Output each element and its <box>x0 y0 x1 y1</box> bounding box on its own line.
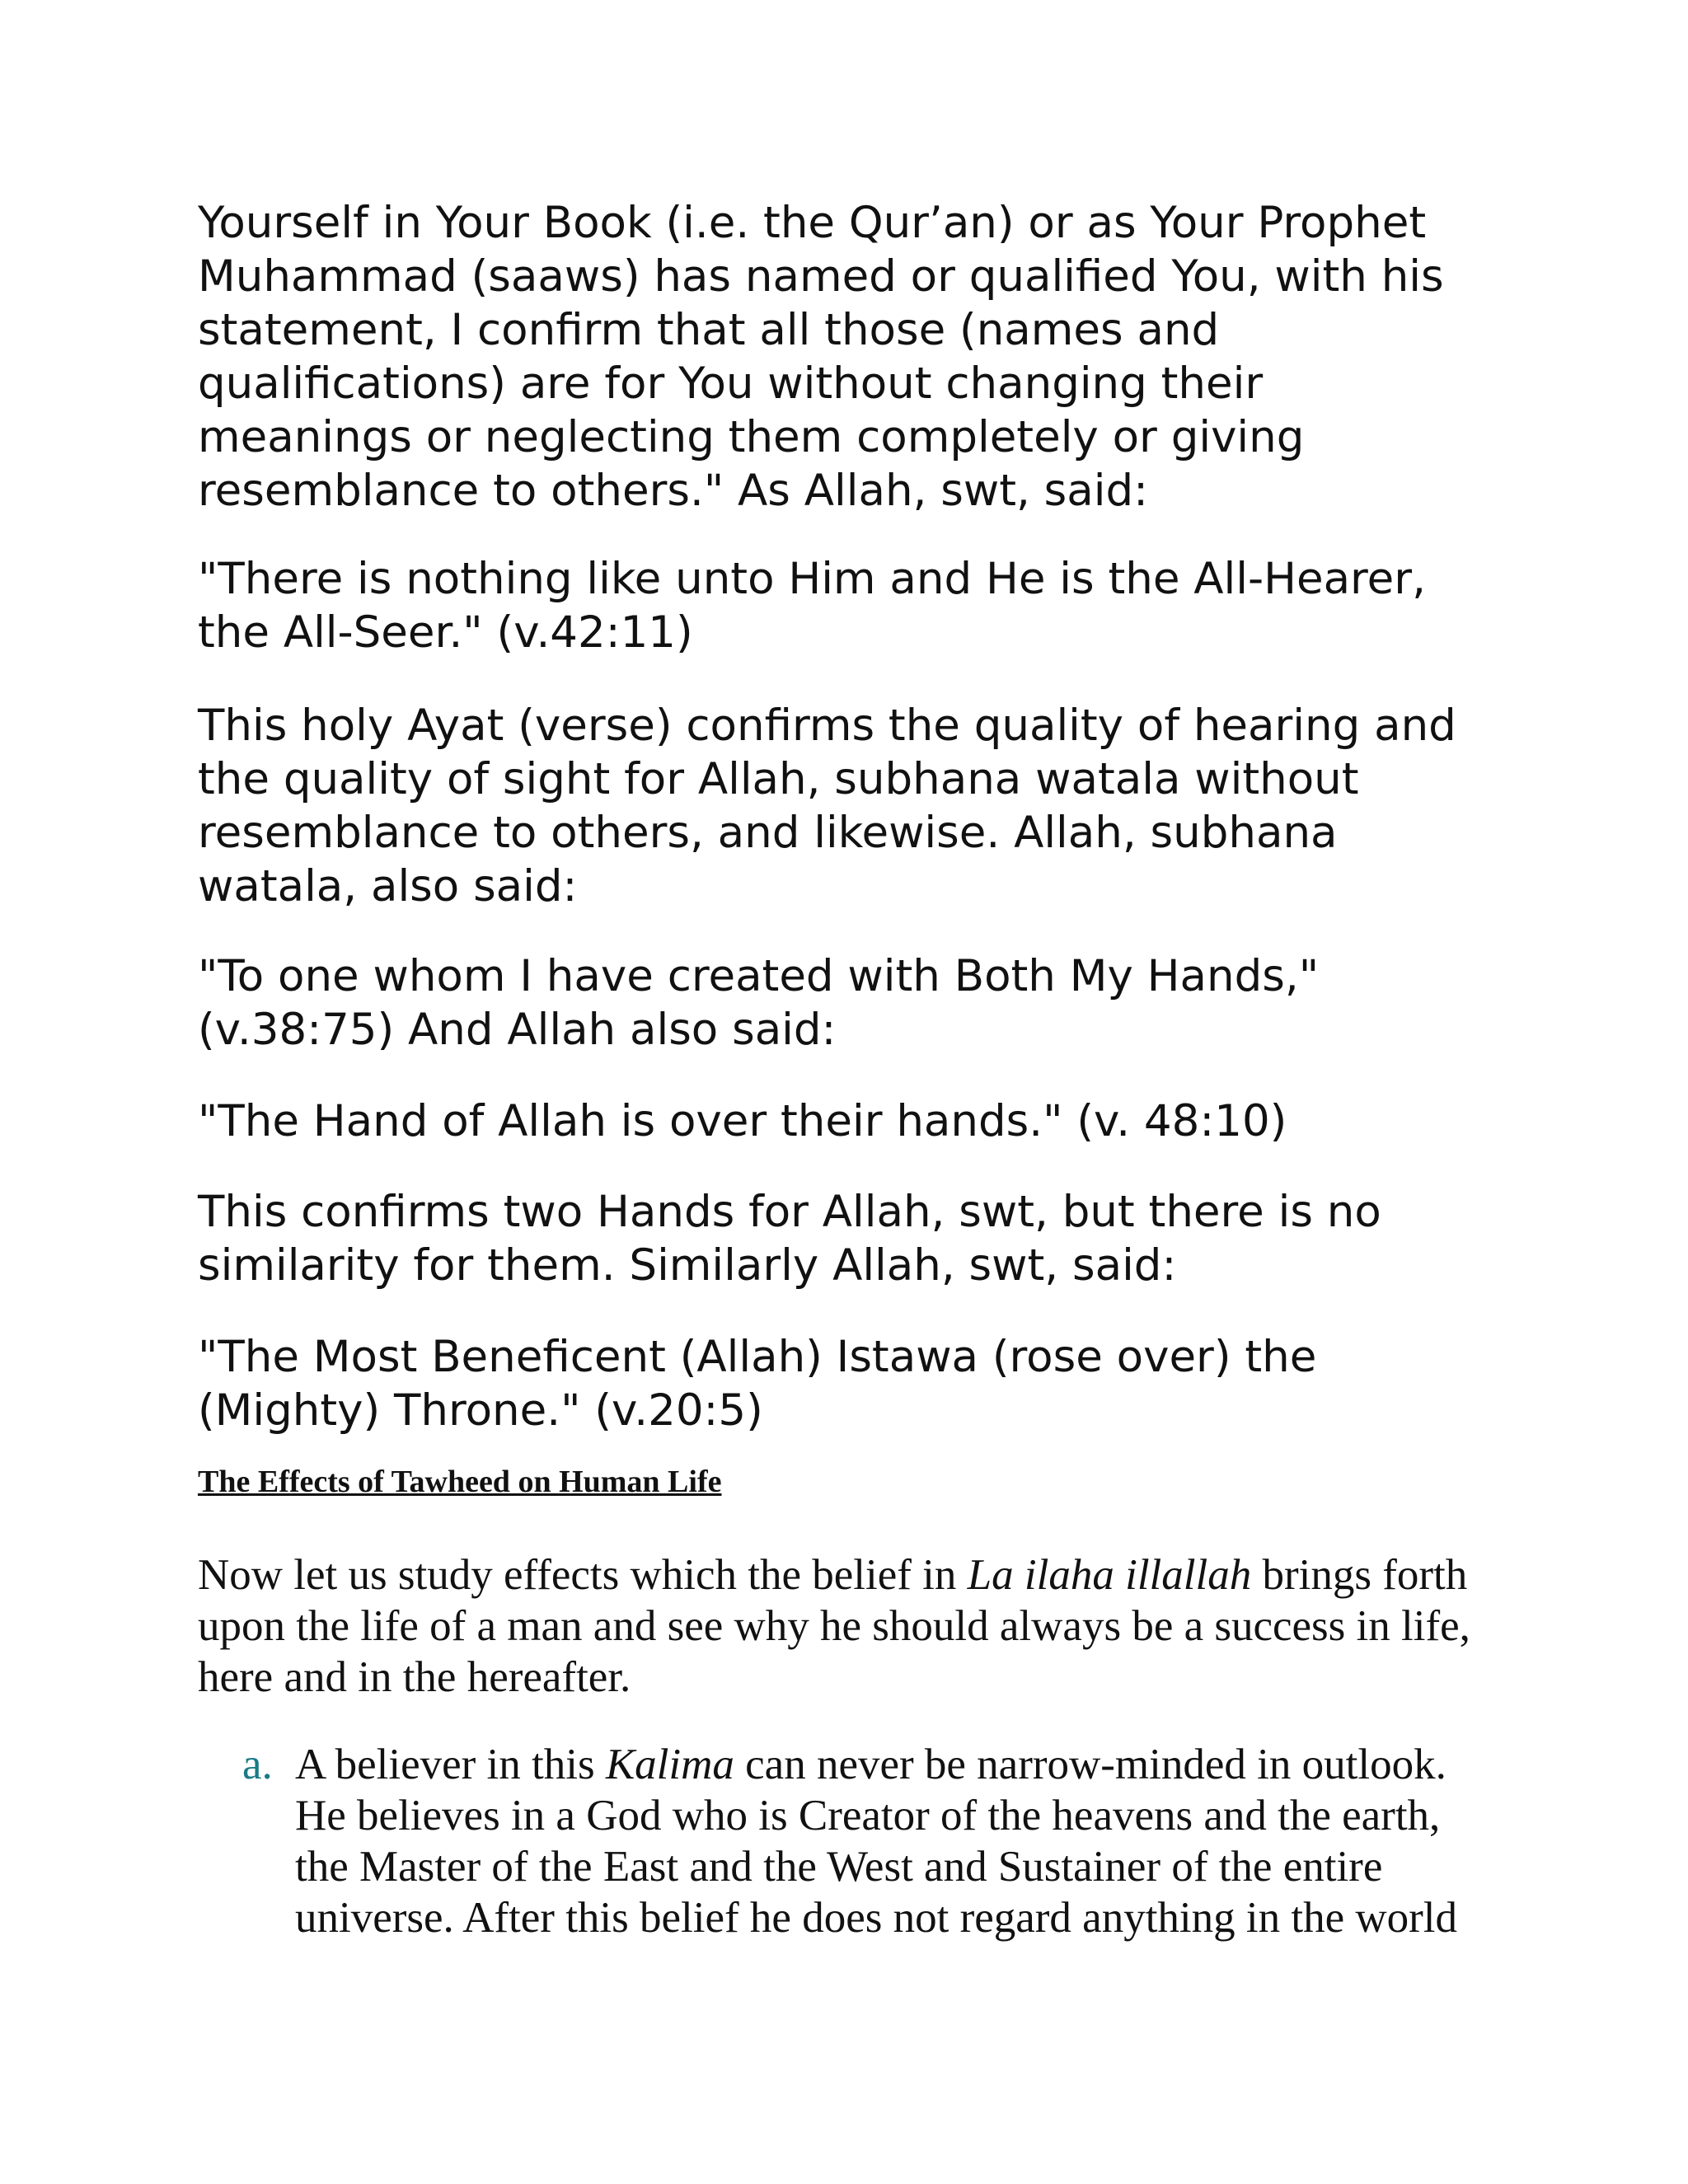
text-line: (Mighty) Throne." (v.20:5) <box>198 1385 763 1436</box>
quote-verse-20-5 <box>198 1330 1517 1437</box>
section-heading: The Effects of Tawheed on Human Life <box>198 1465 722 1499</box>
text-line: "The Most Beneficent (Allah) Istawa (rose over) the <box>198 1332 1317 1382</box>
text-line: He believes in a God who is Creator of the heavens and the earth, <box>295 1792 1441 1840</box>
text-line: resemblance to others." As Allah, swt, said: <box>198 466 1148 516</box>
text-line: statement, I confirm that all those (names and <box>198 305 1220 355</box>
text-line: (v.38:75) And Allah also said: <box>198 1005 837 1055</box>
text-line: the All-Seer." (v.42:11) <box>198 607 693 658</box>
text-run: A believer in this <box>295 1741 606 1788</box>
text-line: meanings or neglecting them completely or giving <box>198 412 1305 462</box>
text-line: Muhammad (saaws) has named or qualified You, with his <box>198 251 1444 302</box>
list-marker: a. <box>242 1741 273 1788</box>
paragraph-names-qualifications <box>198 196 1517 518</box>
list-item-a <box>295 1739 1597 1943</box>
text-line <box>198 1549 1500 1601</box>
italic-phrase: Kalima <box>605 1741 734 1788</box>
text-line: This holy Ayat (verse) confirms the quality of hearing and <box>198 701 1456 751</box>
quote-verse-42-11 <box>198 552 1517 659</box>
text-line: watala, also said: <box>198 861 578 912</box>
text-run: brings forth <box>1251 1551 1468 1599</box>
text-run: Now let us study effects which the belief in <box>198 1551 968 1599</box>
text-line: This confirms two Hands for Allah, swt, but there is no <box>198 1187 1381 1237</box>
text-line: similarity for them. Similarly Allah, swt, said: <box>198 1240 1177 1291</box>
italic-phrase: La ilaha illallah <box>967 1551 1252 1599</box>
text-line: qualifications) are for You without changing their <box>198 359 1264 409</box>
text-line: the Master of the East and the West and Sustainer of the entire <box>295 1843 1383 1891</box>
text-line: upon the life of a man and see why he should always be a success in life, <box>198 1602 1470 1650</box>
text-line: universe. After this belief he does not regard anything in the world <box>295 1894 1458 1942</box>
quote-verse-38-75 <box>198 949 1517 1057</box>
paragraph-two-hands <box>198 1185 1517 1292</box>
text-line: resemblance to others, and likewise. Allah, subhana <box>198 808 1338 858</box>
text-line: here and in the hereafter. <box>198 1653 631 1701</box>
text-line: the quality of sight for Allah, subhana watala without <box>198 754 1359 804</box>
text-line: "To one whom I have created with Both My Hands," <box>198 951 1320 1001</box>
text-line: Yourself in Your Book (i.e. the Qur’an) or as Your Prophet <box>198 198 1427 248</box>
paragraph-intro <box>198 1549 1500 1703</box>
text-line <box>295 1739 1597 1790</box>
text-run: can never be narrow-minded in outlook. <box>734 1741 1447 1788</box>
paragraph-hearing-sight <box>198 699 1517 913</box>
quote-verse-48-10 <box>198 1094 1517 1148</box>
text-line: "The Hand of Allah is over their hands." (v. 48:10) <box>198 1096 1287 1146</box>
text-line: "There is nothing like unto Him and He is the All-Hearer, <box>198 554 1426 604</box>
